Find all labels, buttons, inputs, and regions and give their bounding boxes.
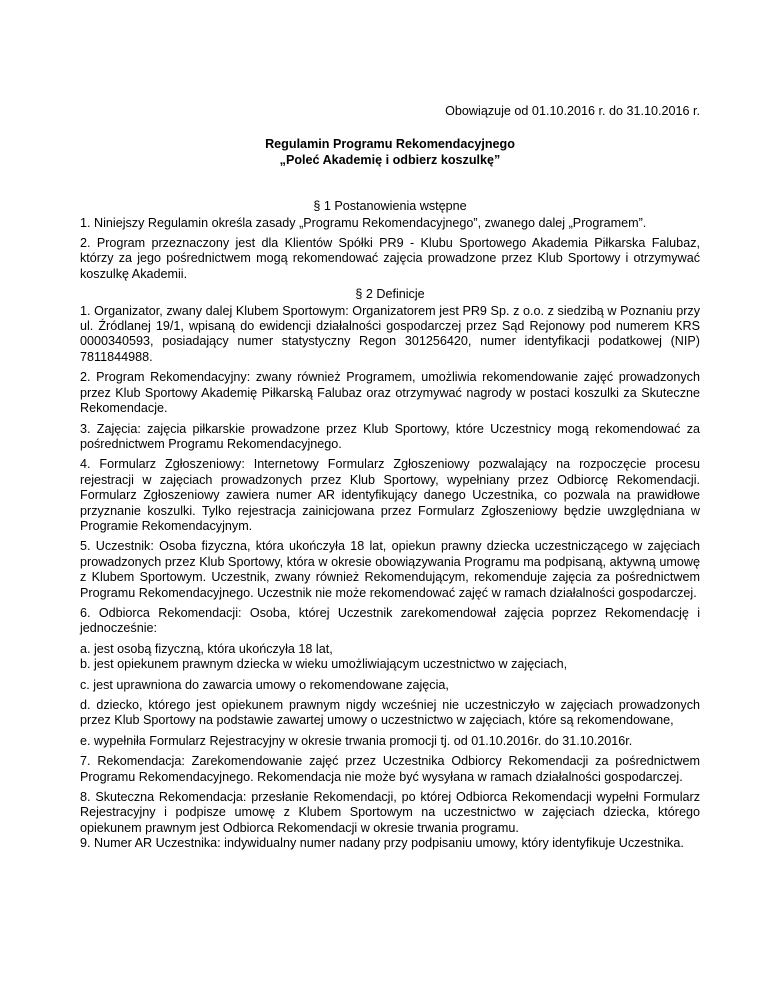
effective-date: Obowiązuje od 01.10.2016 r. do 31.10.2016 r.	[445, 104, 700, 118]
recipient-condition-item: e. wypełniła Formularz Rejestracyjny w okresie trwania promocji tj. od 01.10.2016r. do 31.10.2016r.	[80, 733, 633, 748]
definition-recipient: 6. Odbiorca Rekomendacji: Osoba, której Uczestnik zarekomendował zajęcia poprzez Rekomendację i jednocześnie:	[80, 605, 700, 636]
definition-successful-recommendation: 8. Skuteczna Rekomendacja: przesłanie Rekomendacji, po której Odbiorca Rekomendacji wypełni Formularz Rejestracyjny i podpisze umowę z Klubem Sportowym na uczestnictwo w zajęciach dziecka, którego opiekunem prawnym jest Odbiorca Rekomendacji w okresie trwania programu.	[80, 790, 700, 835]
document-title: Regulamin Programu Rekomendacyjnego	[265, 137, 515, 152]
definition-recommendation: 7. Rekomendacja: Zarekomendowanie zajęć przez Uczestnika Odbiorcy Rekomendacji za pośrednictwem Programu Rekomendacyjnego. Rekomendacja nie może być wysyłana w ramach działalności gospodarczej.	[80, 754, 700, 784]
recipient-condition-item: c. jest uprawniona do zawarcia umowy o rekomendowane zajęcia,	[80, 677, 449, 692]
recipient-condition-item: b. jest opiekunem prawnym dziecka w wieku umożliwiającym uczestnictwo w zajęciach,	[80, 657, 568, 672]
section-1-paragraph: 1. Niniejszy Regulamin określa zasady „Programu Rekomendacyjnego”, zwanego dalej „Programem”.	[80, 215, 647, 230]
recipient-condition-item: a. jest osobą fizyczną, która ukończyła 18 lat,	[80, 641, 333, 656]
definition-classes: 3. Zajęcia: zajęcia piłkarskie prowadzone przez Klub Sportowy, które Uczestnicy mogą rekomendować za pośrednictwem Programu Rekomendacyjnego.	[80, 421, 700, 451]
section-1-heading: § 1 Postanowienia wstępne	[313, 199, 467, 214]
definition-organizer: 1. Organizator, zwany dalej Klubem Sportowym: Organizatorem jest PR9 Sp. z o.o. z siedzibą w Poznaniu przy ul. Źródlanej 19/1, wpisaną do ewidencji działalności gospodarczej przez Sąd Rejonowy pod numerem KRS 0000340593, posiadający numer statystyczny Regon 301256420, numer identyfikacji podatkowej (NIP) 7811844988.	[80, 303, 700, 364]
definition-participant: 5. Uczestnik: Osoba fizyczna, która ukończyła 18 lat, opiekun prawny dziecka uczestniczącego w zajęciach prowadzonych przez Klub Sportowy, która w okresie obowiązywania Programu ma podpisaną, aktywną umowę z Klubem Sportowym. Uczestnik, zwany również Rekomendującym, rekomenduje zajęcia za pośrednictwem Programu Rekomendacyjnego. Uczestnik nie może rekomendować zajęć w ramach działalności gospodarczej.	[80, 539, 700, 600]
section-2-heading: § 2 Definicje	[355, 287, 425, 302]
definition-program: 2. Program Rekomendacyjny: zwany również Programem, umożliwia rekomendowanie zajęć prowadzonych przez Klub Sportowy Akademię Piłkarską Falubaz oraz otrzymywać nagrody w postaci koszulki za Skuteczne Rekomendacje.	[80, 370, 700, 416]
document-subtitle: „Poleć Akademię i odbierz koszulkę”	[279, 152, 501, 167]
recipient-condition-item: d. dziecko, którego jest opiekunem prawnym nigdy wcześniej nie uczestniczyło w zajęciach prowadzonych przez Klub Sportowy na podstawie zawartej umowy o uczestnictwo w zajęciach, które są rekomendowane,	[80, 698, 700, 728]
document-page	[80, 104, 700, 857]
section-1-paragraph: 2. Program przeznaczony jest dla Klientów Spółki PR9 - Klubu Sportowego Akademia Piłkarska Falubaz, którzy za jego pośrednictwem mogą rekomendować zajęcia prowadzone przez Klub Sportowy i otrzymywać koszulkę Akademii.	[80, 236, 700, 281]
definition-ar-number: 9. Numer AR Uczestnika: indywidualny numer nadany przy podpisaniu umowy, który identyfikuje Uczestnika.	[80, 836, 684, 851]
definition-form: 4. Formularz Zgłoszeniowy: Internetowy Formularz Zgłoszeniowy pozwalający na rozpoczęcie procesu rejestracji w zajęciach prowadzonych przez Klub Sportowy, wypełniany przez Odbiorcę Rekomendacji. Formularz Zgłoszeniowy zawiera numer AR identyfikujący danego Uczestnika, co pozwala na prawidłowe przyznanie koszulki. Tylko rejestracja zainicjowana przez Formularz Zgłoszeniowy będzie uwzględniana w Programie Rekomendacyjnym.	[80, 457, 700, 533]
